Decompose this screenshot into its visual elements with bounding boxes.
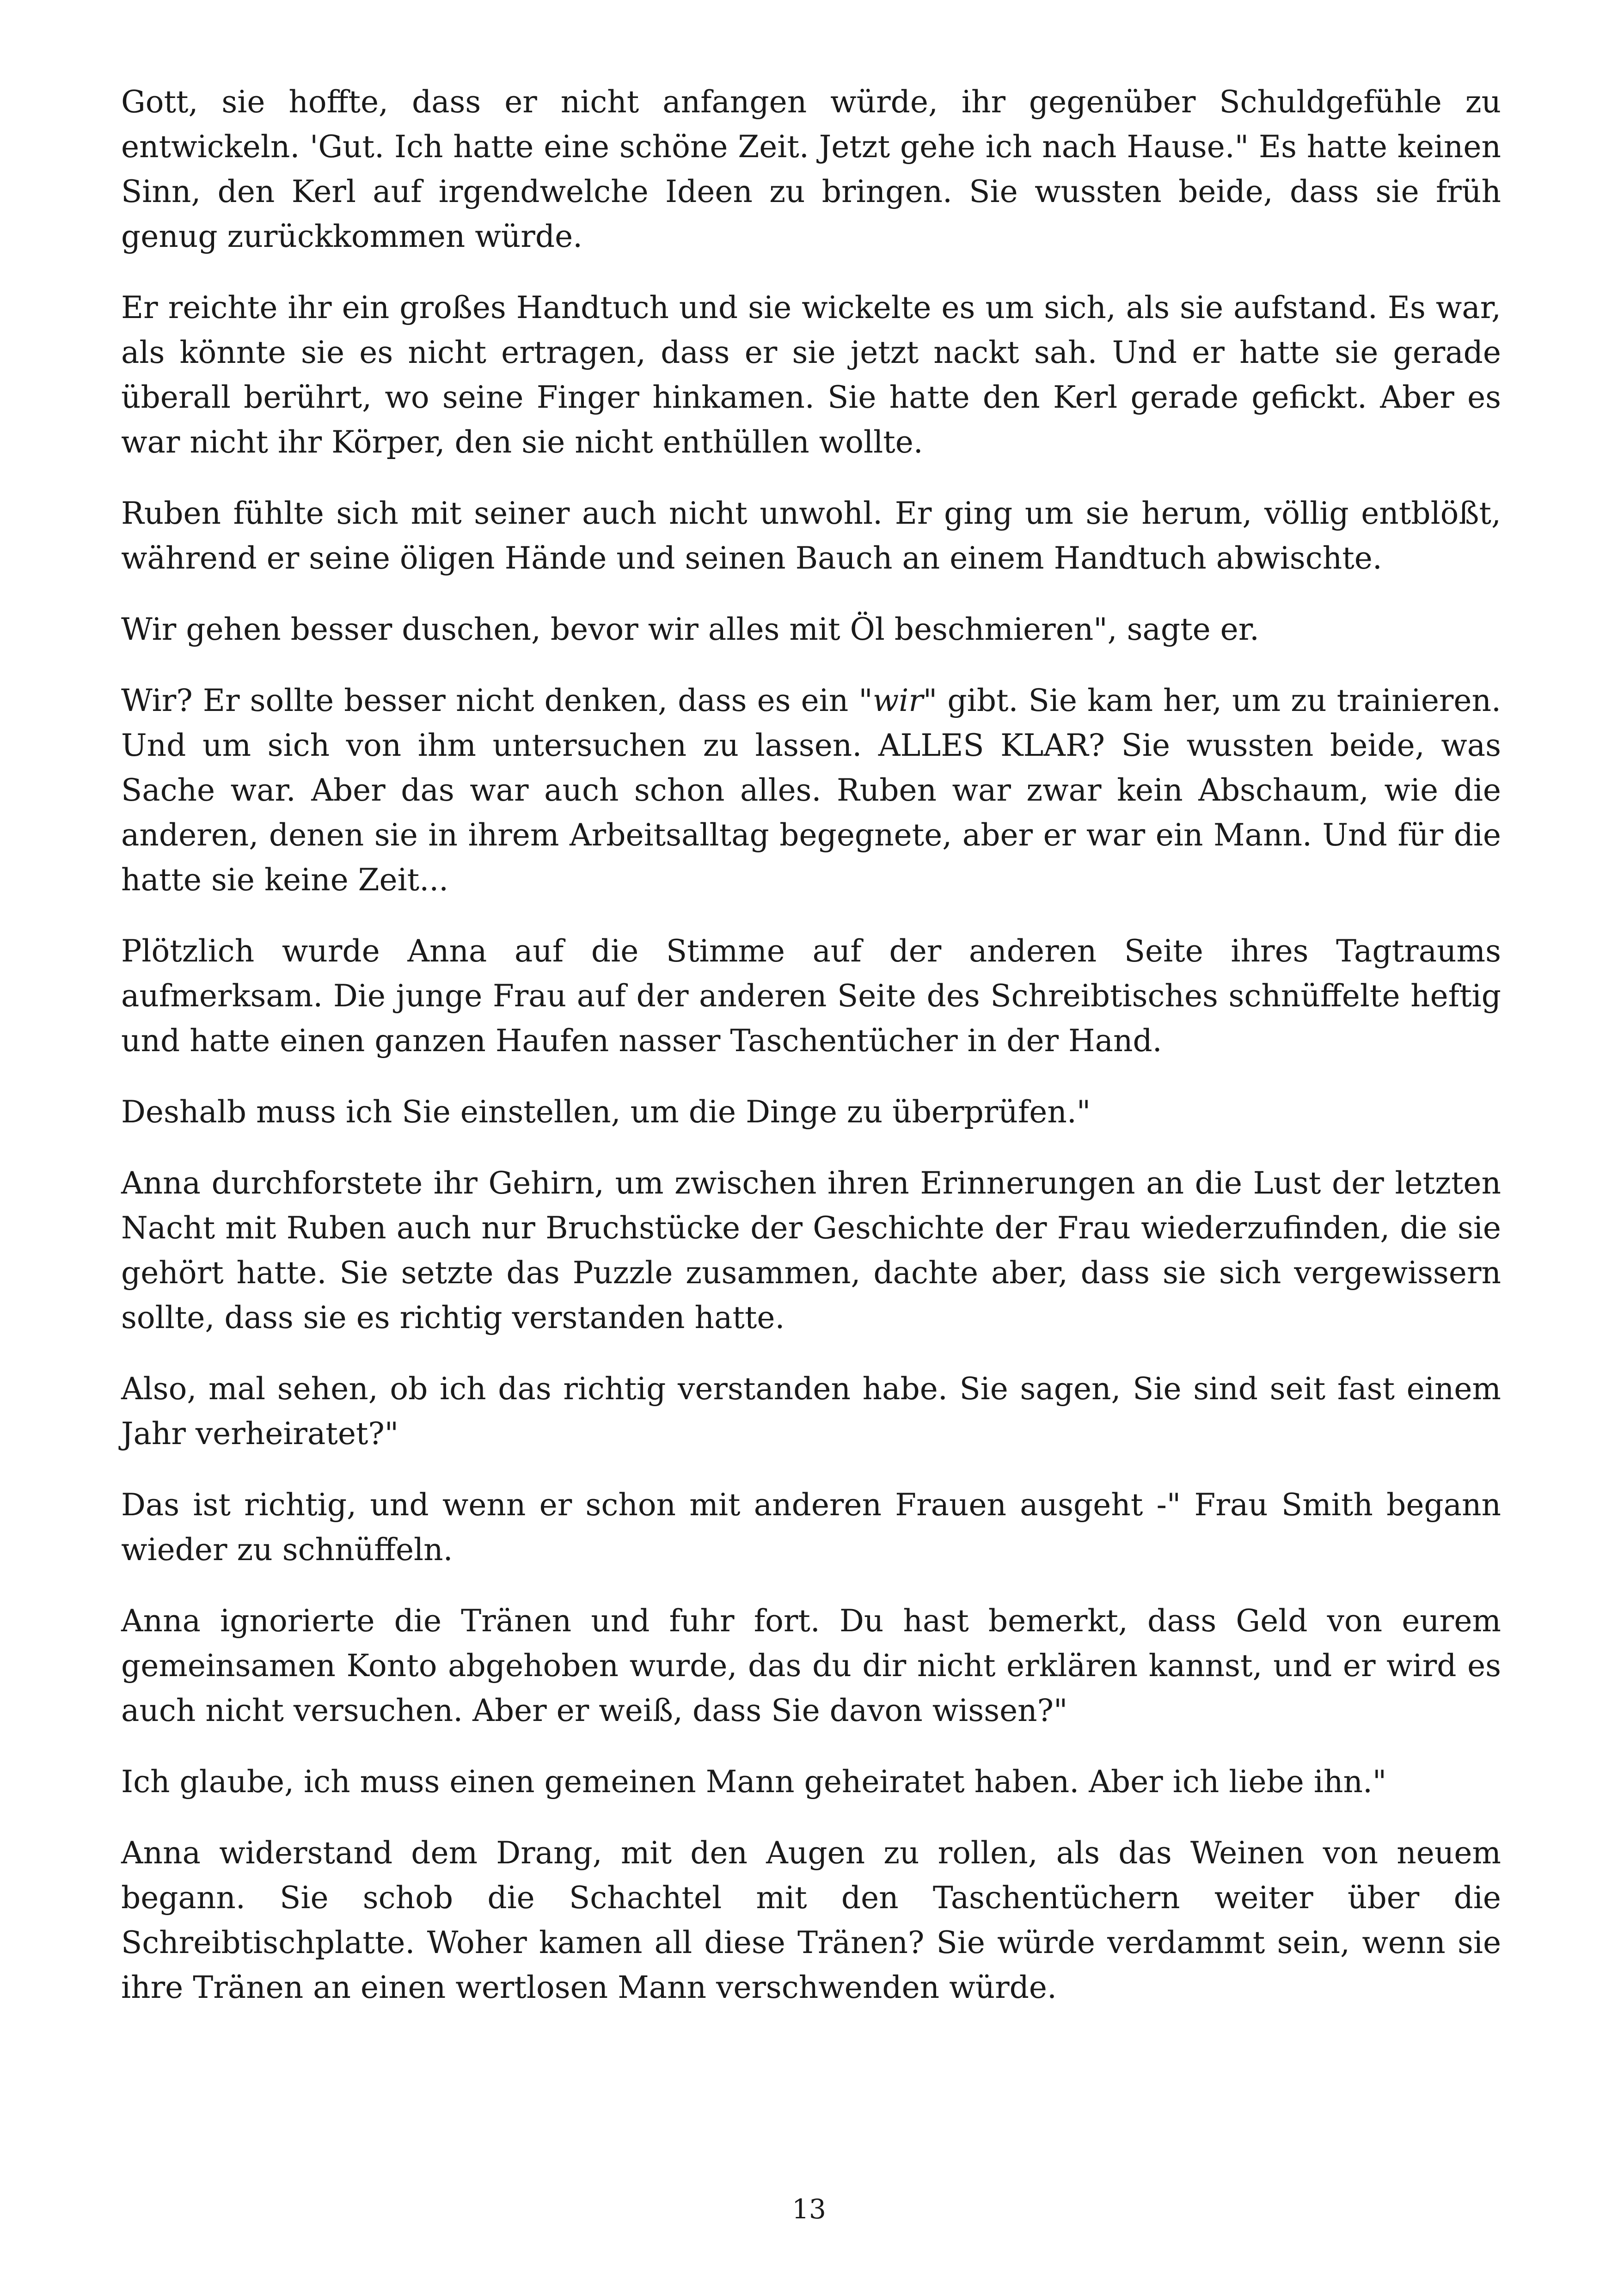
paragraph: Ich glaube, ich muss einen gemeinen Mann geheiratet haben. Aber ich liebe ihn." (121, 1764, 1387, 1800)
paragraph: Er reichte ihr ein großes Handtuch und sie wickelte es um sich, als sie aufstand. Es war, als könnte sie es nicht ertragen, dass er sie jetzt nackt sah. Und er hatte sie gerade überall berührt, wo seine Finger hinkamen. Sie hatte den Kerl gerade gefickt. Aber es war nicht ihr Körper, den sie nicht enthüllen wollte. (121, 290, 1501, 460)
paragraph: Plötzlich wurde Anna auf die Stimme auf der anderen Seite ihres Tagtraums aufmerksam. Die junge Frau auf der anderen Seite des Schreibtisches schnüffelte heftig und hatte einen ganzen Haufen nasser Taschentücher in der Hand. (121, 933, 1501, 1059)
paragraph: Deshalb muss ich Sie einstellen, um die Dinge zu überprüfen." (121, 1094, 1091, 1130)
paragraph: Also, mal sehen, ob ich das richtig verstanden habe. Sie sagen, Sie sind seit fast einem Jahr verheiratet?" (121, 1371, 1501, 1451)
paragraph: Das ist richtig, und wenn er schon mit anderen Frauen ausgeht -" Frau Smith begann wieder zu schnüffeln. (121, 1487, 1501, 1567)
paragraph: Wir gehen besser duschen, bevor wir alles mit Öl beschmieren", sagte er. (121, 612, 1259, 647)
paragraph-text: gibt. Sie kam her, um zu trainieren. Und um sich von ihm untersuchen zu lassen. ALLES KLAR? Sie wussten beide, was Sache war. Aber das war auch schon alles. Ruben war zwar kein Abschaum, wie die anderen, denen sie in ihrem Arbeitsalltag begegnete, aber er war ein Mann. Und für die hatte sie keine Zeit... (121, 683, 1501, 898)
paragraph-text: Wir? Er sollte besser nicht denken, dass es ein (121, 683, 859, 718)
paragraph: Gott, sie hoffte, dass er nicht anfangen würde, ihr gegenüber Schuldgefühle zu entwickeln. 'Gut. Ich hatte eine schöne Zeit. Jetzt gehe ich nach Hause." Es hatte keinen Sinn, den Kerl auf irgendwelche Ideen zu bringen. Sie wussten beide, dass sie früh genug zurückkommen würde. (121, 84, 1501, 254)
paragraph: Anna widerstand dem Drang, mit den Augen zu rollen, als das Weinen von neuem begann. Sie schob die Schachtel mit den Taschentüchern weiter über die Schreibtischplatte. Woher kamen all diese Tränen? Sie würde verdammt sein, wenn sie ihre Tränen an einen wertlosen Mann verschwenden würde. (121, 1835, 1501, 2005)
paragraph: Anna durchforstete ihr Gehirn, um zwischen ihren Erinnerungen an die Lust der letzten Nacht mit Ruben auch nur Bruchstücke der Geschichte der Frau wiederzufinden, die sie gehört hatte. Sie setzte das Puzzle zusammen, dachte aber, dass sie sich vergewissern sollte, dass sie es richtig verstanden hatte. (121, 1165, 1501, 1335)
body-text (121, 80, 1501, 2036)
paragraph: Anna ignorierte die Tränen und fuhr fort. Du hast bemerkt, dass Geld von eurem gemeinsamen Konto abgehoben wurde, das du dir nicht erklären kannst, und er wird es auch nicht versuchen. Aber er weiß, dass Sie davon wissen?" (121, 1603, 1501, 1728)
emphasized-word: "wir" (858, 683, 938, 718)
page-number: 13 (792, 2193, 826, 2225)
paragraph: Ruben fühlte sich mit seiner auch nicht unwohl. Er ging um sie herum, völlig entblößt, während er seine öligen Hände und seinen Bauch an einem Handtuch abwischte. (121, 496, 1501, 576)
paragraph (121, 678, 1501, 902)
